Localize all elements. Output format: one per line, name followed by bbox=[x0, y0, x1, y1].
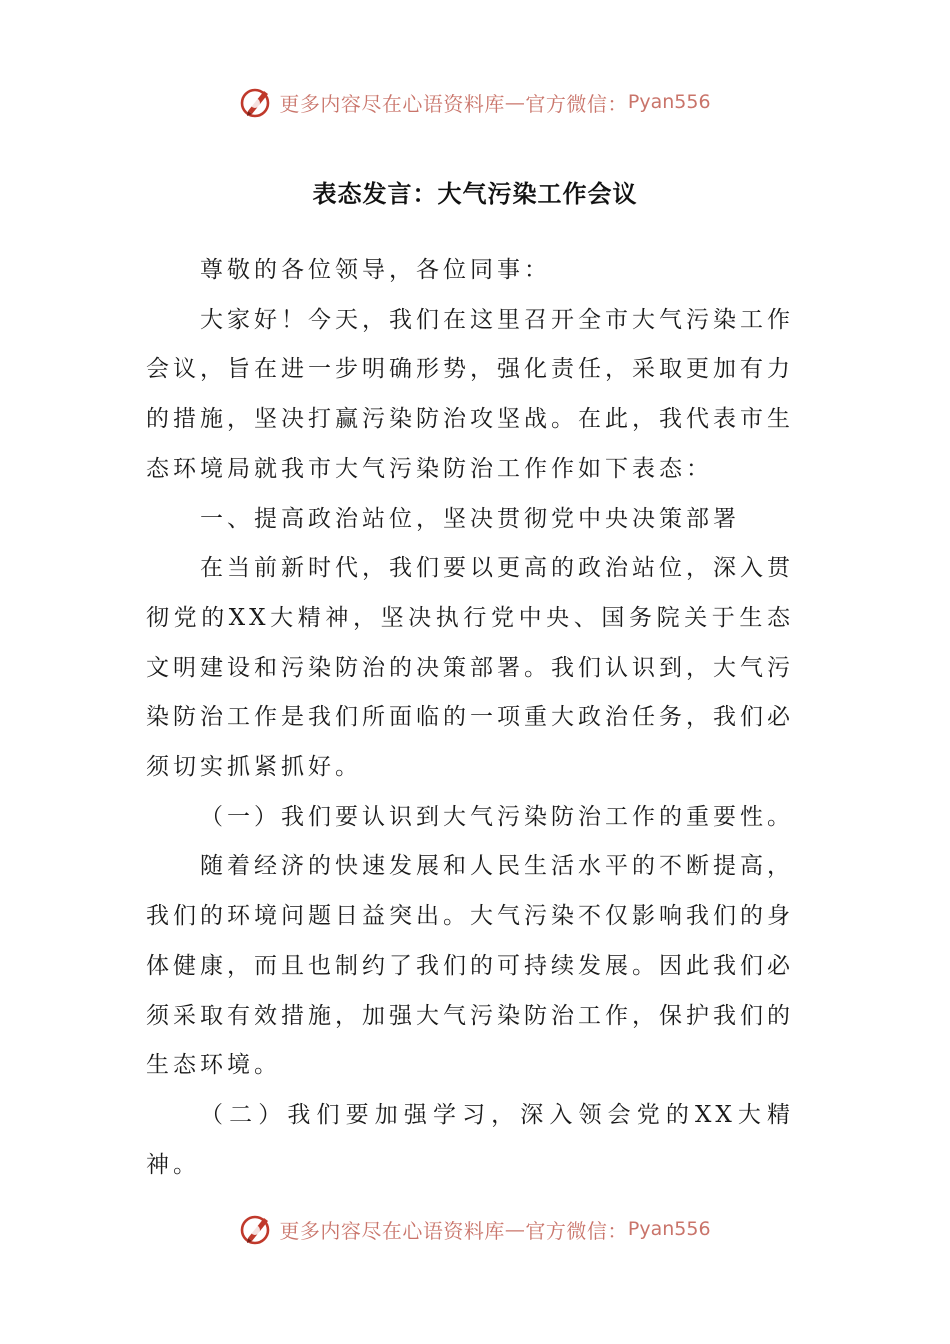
pen-logo-icon bbox=[239, 85, 273, 119]
banner-wechat-id: Pyan556 bbox=[627, 91, 711, 113]
paragraph-intro: 大家好！今天，我们在这里召开全市大气污染工作会议，旨在进一步明确形势，强化责任，采取更加有力的措施，坚决打赢污染防治攻坚战。在此，我代表市生态环境局就我市大气污染防治工作作如下表态： bbox=[146, 306, 794, 482]
paragraph-salutation: 尊敬的各位领导，各位同事： bbox=[200, 257, 551, 283]
banner-site-text: 更多内容尽在心语资料库 bbox=[279, 91, 505, 116]
heading-section-1: 一、提高政治站位，坚决贯彻党中央决策部署 bbox=[200, 505, 740, 532]
banner-dash: — bbox=[504, 1217, 526, 1241]
banner-wechat-id: Pyan556 bbox=[627, 1218, 711, 1240]
subheading-1: （一）我们要认识到大气污染防治工作的重要性。 bbox=[200, 803, 794, 830]
banner-wechat-label: 官方微信： bbox=[525, 1218, 628, 1243]
paragraph-section-1: 在当前新时代，我们要以更高的政治站位，深入贯彻党的XX大精神，坚决执行党中央、国务院关于生态文明建设和污染防治的决策部署。我们认识到，大气污染防治工作是我们所面临的一项重大政治任务，我们必须切实抓紧抓好。 bbox=[146, 555, 794, 781]
banner-dash: — bbox=[504, 90, 526, 114]
pen-logo-icon bbox=[239, 1212, 273, 1246]
banner-wechat-label: 官方微信： bbox=[525, 91, 628, 116]
document-title: 表态发言：大气污染工作会议 bbox=[312, 180, 638, 208]
document-body bbox=[146, 246, 794, 1190]
header-banner bbox=[0, 82, 950, 122]
banner-site-text: 更多内容尽在心语资料库 bbox=[279, 1218, 505, 1243]
subheading-2: （二）我们要加强学习，深入领会党的XX大精神。 bbox=[146, 1101, 794, 1178]
paragraph-subsection-1: 随着经济的快速发展和人民生活水平的不断提高，我们的环境问题日益突出。大气污染不仅影响我们的身体健康，而且也制约了我们的可持续发展。因此我们必须采取有效措施，加强大气污染防治工作，保护我们的生态环境。 bbox=[146, 853, 794, 1079]
footer-banner bbox=[0, 1209, 950, 1249]
